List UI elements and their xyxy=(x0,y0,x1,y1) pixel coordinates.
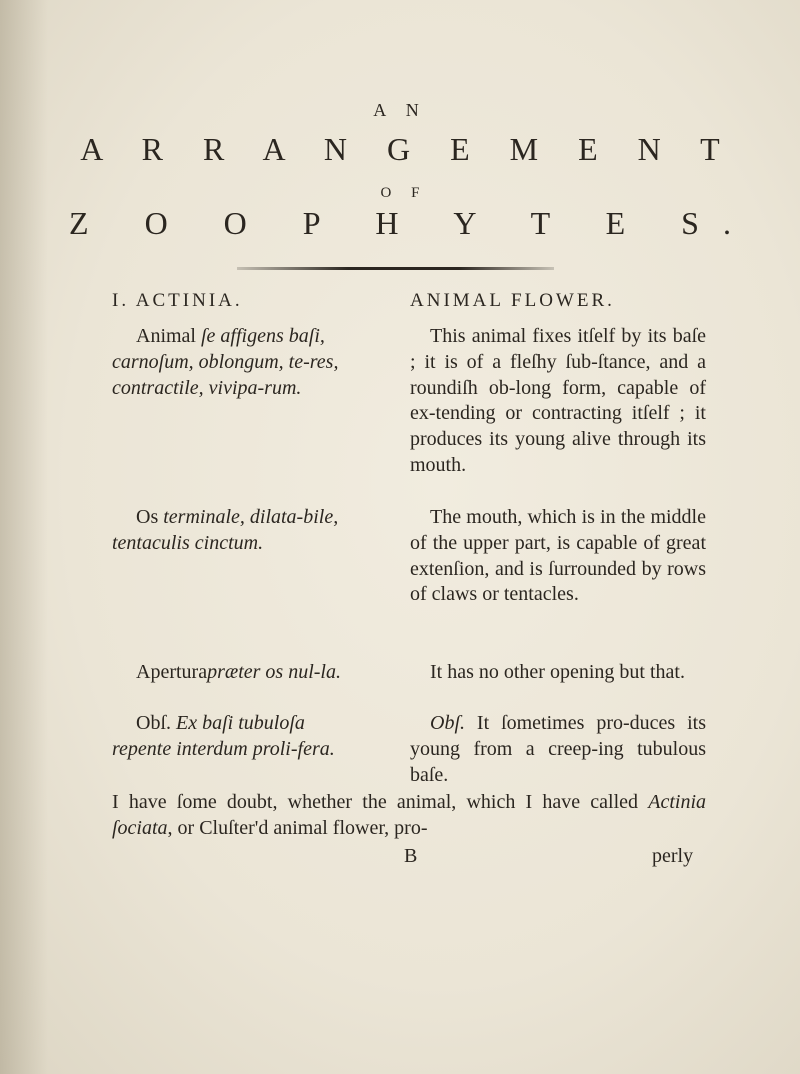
title-an: A N xyxy=(373,100,427,120)
latin-p4-roman: Obſ. xyxy=(136,712,171,734)
latin-paragraph-3 xyxy=(112,660,362,686)
latin-p3-italic: præter os nul-la. xyxy=(207,661,341,683)
latin-p3-roman: Apertura xyxy=(136,661,208,683)
english-p2-text: The mouth, which is in the middle of the upper part, is capable of great extenſion, and is ſurrounded by rows of claws or tentacles. xyxy=(410,506,706,606)
english-p4-italic: Obſ. xyxy=(430,712,465,734)
english-paragraph-2 xyxy=(410,505,706,608)
full-width-paragraph xyxy=(112,789,706,841)
title-zoophytes: Z O O P H Y T E S. xyxy=(69,205,755,241)
catchword: perly xyxy=(652,845,694,867)
latin-p1-roman: Animal xyxy=(136,325,196,347)
latin-column-heading: I. ACTINIA. xyxy=(112,290,243,311)
english-p3-text: It has no other opening but that. xyxy=(430,661,685,683)
latin-p4-italic: Ex baſi tubuloſa repente interdum proli-fera. xyxy=(112,712,335,760)
english-paragraph-4 xyxy=(410,711,706,788)
bottom-text-b: , or Cluſter'd animal flower, pro- xyxy=(167,817,428,839)
latin-paragraph-4 xyxy=(112,711,362,763)
latin-paragraph-1 xyxy=(112,324,362,401)
latin-p2-italic: terminale, dilata-bile, tentaculis cinctum. xyxy=(112,506,339,554)
title-rule xyxy=(237,267,554,270)
signature-mark: B xyxy=(404,845,418,867)
english-paragraph-3 xyxy=(410,660,706,686)
english-paragraph-1 xyxy=(410,324,706,479)
title-arrangement: A R R A N G E M E N T xyxy=(80,131,736,167)
title-of: O F xyxy=(380,185,428,201)
english-p1-text: This animal fixes itſelf by its baſe ; it is of a fleſhy ſub-ſtance, and a roundiſh ob-long form, capable of ex-tending or contracting itſelf ; it produces its young alive through its mouth. xyxy=(410,325,706,476)
latin-paragraph-2 xyxy=(112,505,362,557)
latin-p2-roman: Os xyxy=(136,506,159,528)
bottom-text-italic: Actinia ſociata xyxy=(112,791,706,839)
english-p4-text: It ſometimes pro-duces its young from a creep-ing tubulous baſe. xyxy=(410,712,706,786)
english-column-heading: ANIMAL FLOWER. xyxy=(410,290,615,311)
bottom-text-a: I have ſome doubt, whether the animal, which I have called xyxy=(112,791,649,813)
latin-p1-italic: ſe affigens baſi, carnoſum, oblongum, te-res, contractile, vivipa-rum. xyxy=(112,325,339,399)
